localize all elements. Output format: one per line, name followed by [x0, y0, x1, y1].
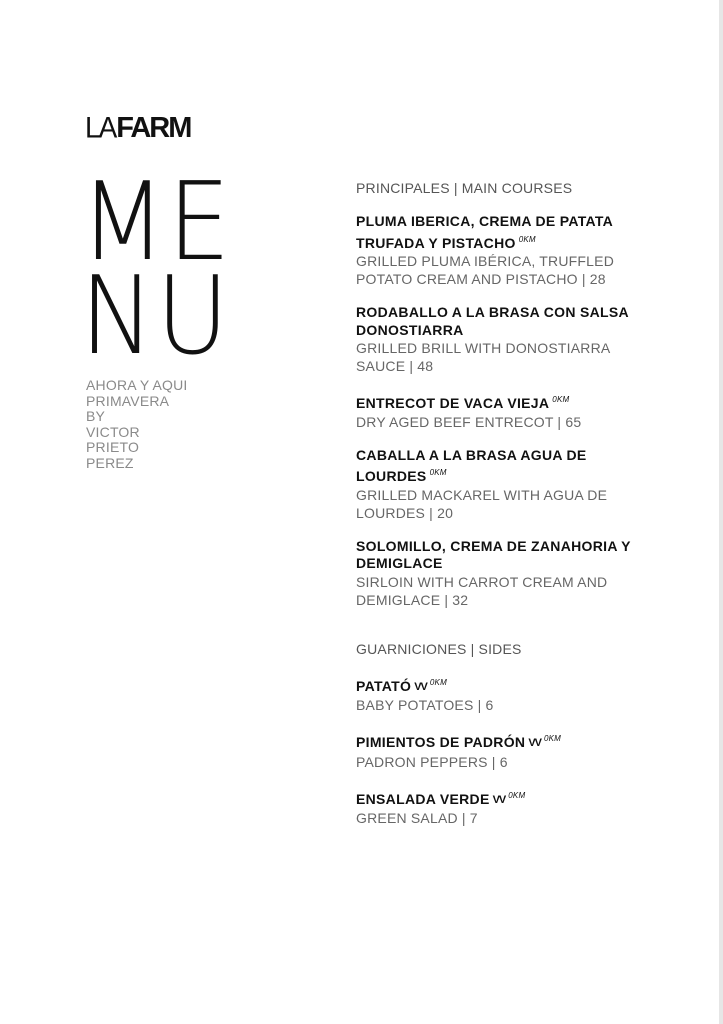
dish-item	[356, 391, 656, 431]
dish-description: SIRLOIN WITH CARROT CREAM AND DEMIGLACE | 32	[356, 573, 608, 608]
subtitle-line: PRIMAVERA	[86, 392, 170, 409]
dish-description: DRY AGED BEEF ENTRECOT | 65	[356, 413, 582, 430]
dish-item	[356, 447, 656, 522]
km-tag: 0KM	[552, 395, 570, 404]
subtitle-line: PRIETO	[86, 439, 140, 456]
dish-name-text: PIMIENTOS DE PADRÓN	[356, 734, 526, 750]
logo-light-text: LA	[85, 111, 116, 144]
dish-description: GRILLED MACKAREL WITH AGUA DE LOURDES | 20	[356, 486, 608, 521]
subtitle-line: PEREZ	[86, 454, 134, 471]
restaurant-logo	[85, 112, 190, 142]
km-tag: 0KM	[429, 468, 447, 477]
km-tag: 0KM	[544, 734, 562, 743]
dish-item	[356, 304, 656, 375]
dish-description: GRILLED PLUMA IBÉRICA, TRUFFLED POTATO CREAM AND PISTACHO | 28	[356, 253, 615, 287]
side-item	[356, 674, 656, 715]
menu-content	[356, 180, 656, 827]
sides-heading: GUARNICIONES | SIDES	[356, 640, 522, 657]
side-item	[356, 730, 656, 771]
menu-subtitle	[86, 378, 187, 472]
side-item	[356, 787, 656, 828]
vegan-icon: VV	[528, 737, 541, 749]
subtitle-line: AHORA Y AQUI	[86, 377, 188, 393]
subtitle-line: VICTOR	[86, 423, 140, 440]
menu-title-line-1: ME	[80, 160, 233, 285]
dish-description: PADRON PEPPERS | 6	[356, 753, 508, 770]
sides-section	[356, 641, 656, 828]
dish-name-text: PLUMA IBERICA, CREMA DE PATATA TRUFADA Y PISTACHO	[356, 213, 613, 251]
vegan-icon: VV	[492, 793, 506, 806]
km-tag: 0KM	[518, 234, 536, 244]
dish-name	[356, 391, 656, 413]
dish-name	[356, 304, 656, 339]
dish-name-text: ENTRECOT DE VACA VIEJA	[356, 395, 550, 411]
dish-name	[356, 674, 656, 697]
dish-description: BABY POTATOES | 6	[356, 697, 494, 713]
logo-bold-text: FARM	[116, 112, 191, 144]
menu-title-line-2: NU	[80, 254, 231, 379]
dish-name-text: PATATÓ	[356, 677, 412, 694]
dish-name	[356, 213, 656, 252]
menu-title	[80, 160, 233, 379]
page-edge	[719, 0, 723, 1024]
km-tag: 0KM	[508, 790, 526, 800]
vegan-icon: VV	[414, 680, 427, 693]
dish-description: GRILLED BRILL WITH DONOSTIARRA SAUCE | 48	[356, 340, 610, 374]
dish-name-text: CABALLA A LA BRASA AGUA DE LOURDES	[356, 446, 587, 484]
dish-name	[356, 787, 656, 810]
dish-name-text: ENSALADA VERDE	[356, 790, 490, 807]
dish-description: GREEN SALAD | 7	[356, 810, 478, 826]
main-courses-heading: PRINCIPALES | MAIN COURSES	[356, 180, 573, 196]
dish-item	[356, 538, 656, 609]
dish-name	[356, 447, 656, 486]
subtitle-line: BY	[86, 408, 106, 425]
dish-name-text: SOLOMILLO, CREMA DE ZANAHORIA Y DEMIGLACE	[356, 537, 631, 571]
dish-name	[356, 730, 656, 753]
dish-item	[356, 213, 656, 288]
km-tag: 0KM	[429, 677, 447, 687]
dish-name-text: RODABALLO A LA BRASA CON SALSA DONOSTIARRA	[356, 304, 629, 338]
dish-name	[356, 538, 656, 573]
